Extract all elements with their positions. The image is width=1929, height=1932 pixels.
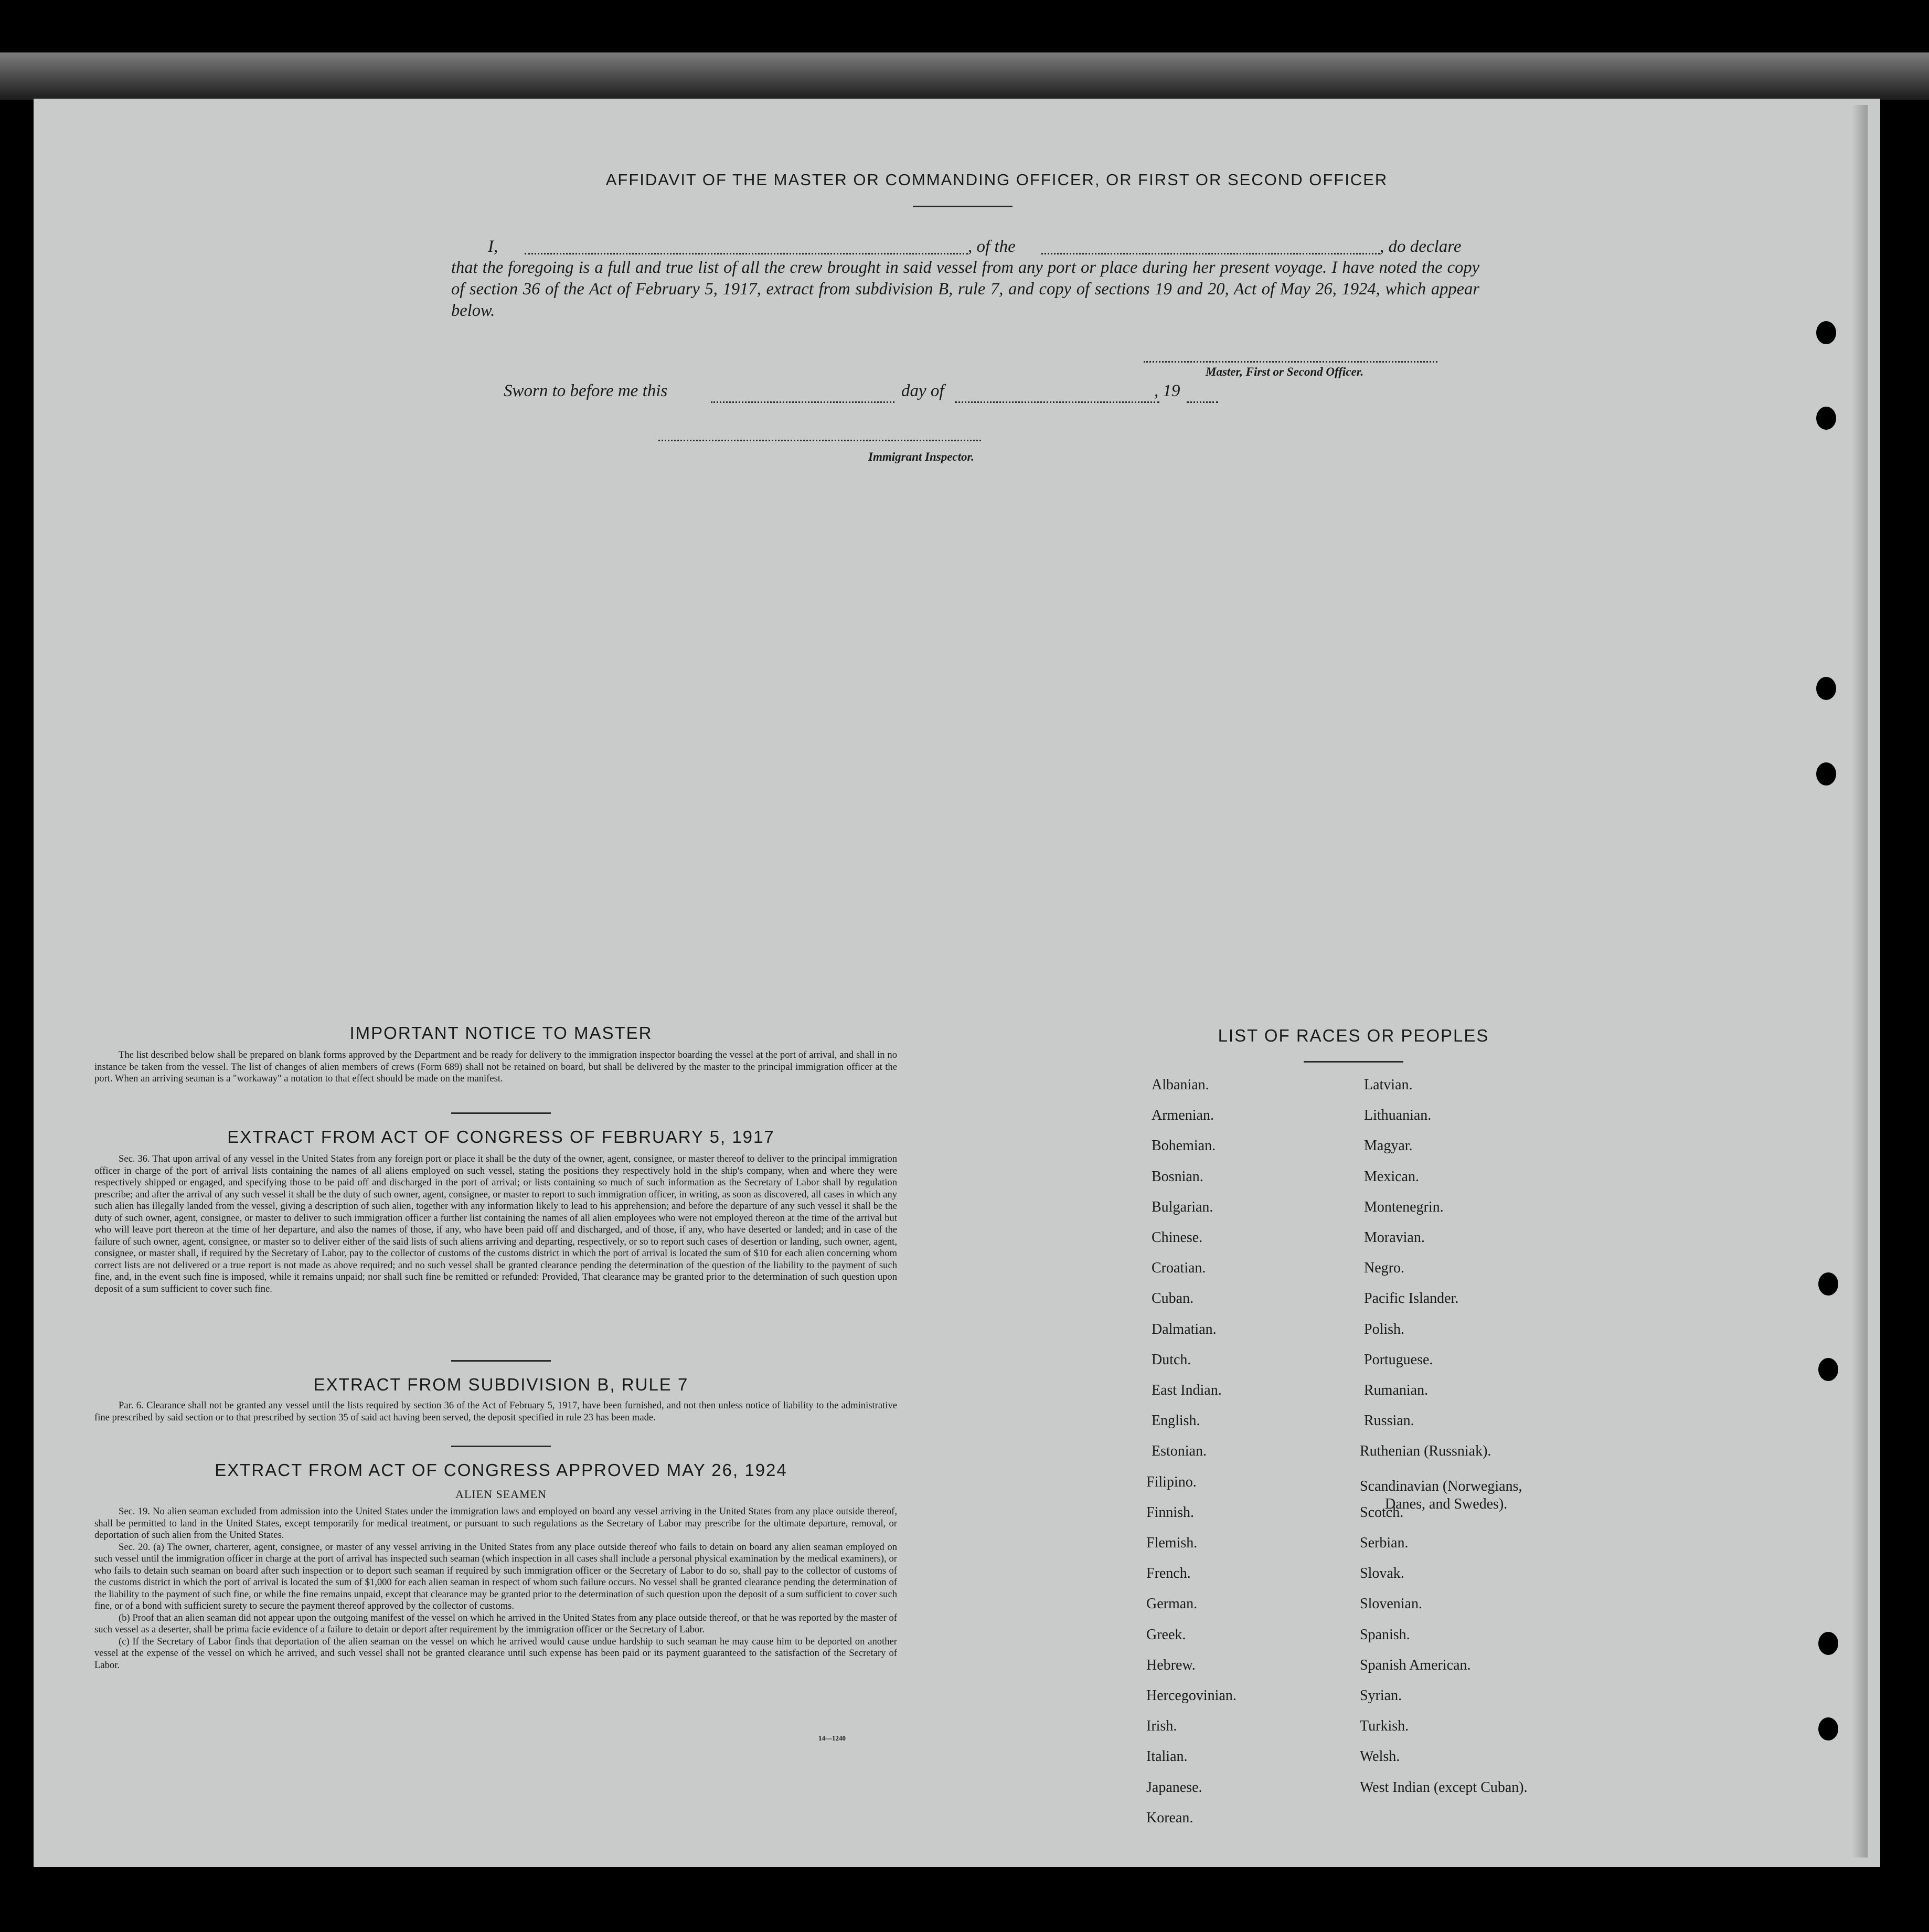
inspector-signature-line[interactable] xyxy=(658,440,981,441)
extract-1917-paragraph: Sec. 36. That upon arrival of any vessel in the United States from any foreign port or place it shall be the duty of the owner, agent, consignee, or master thereof to deliver to the principal immigration officer in charge of the port of arrival lists containing the names of all aliens employed on such vessel, stating the positions they respectively hold in the ship's company, when and where they were respectively shipped or engaged, and specifying those to be paid off and discharged in the port of arrival; or lists containing so much of such information as the Secretary of Labor shall by regulation prescribe; and after the arrival of any such vessel it shall be the duty of such owner, agent, consignee, or master to report to such immigration officer, in writing, as soon as discovered, all cases in which any such alien has illegally landed from the vessel, giving a description of such alien, together with any information likely to lead to his apprehension; and before the departure of any such vessel it shall be the duty of such owner, agent, consignee, or master to deliver to such immigration officer a further list containing the names of all alien employees who were not employed thereon at the time of the arrival but who will leave port thereon at the time of her departure, and also the names of those, if any, who have been paid off and discharged, and of those, if any, who have deserted or landed; and in case of the failure of such owner, agent, consignee, or master so to deliver either of the said lists of such aliens arriving and departing, respectively, or so to report such cases of desertion or landing, such owner, agent, consignee, or master shall, if required by the Secretary of Labor, pay to the collector of customs of the customs district in which the port of arrival is located the sum of $10 for each alien concerning whom correct lists are not delivered or a true report is not made as above required; and no such vessel shall be granted clearance pending the determination of the question of the liability to the payment of such fine, and, in the event such fine is imposed, while it remains unpaid; nor shall such fine be remitted or refunded: Provided, That clearance may be granted prior to the determination of such question upon deposit of a sum sufficient to cover such fine. xyxy=(94,1153,897,1294)
race-item: Lithuanian. xyxy=(1364,1107,1432,1124)
race-item: Pacific Islander. xyxy=(1364,1290,1459,1307)
race-item: Scotch. xyxy=(1360,1504,1404,1521)
race-item: Spanish American. xyxy=(1360,1657,1471,1673)
master-signature-line[interactable] xyxy=(1144,361,1437,363)
race-item: Scandinavian (Norwegians, xyxy=(1360,1478,1522,1494)
race-item: Korean. xyxy=(1146,1809,1193,1826)
punch-hole xyxy=(1818,1717,1838,1740)
race-item: Croatian. xyxy=(1152,1260,1206,1277)
sworn-day-line[interactable] xyxy=(711,401,894,403)
extract-rule7-title: EXTRACT FROM SUBDIVISION B, RULE 7 xyxy=(313,1375,689,1394)
sworn-label: Sworn to before me this xyxy=(504,381,668,400)
race-item: Dalmatian. xyxy=(1152,1321,1217,1337)
extract-1924-paragraph: Sec. 20. (a) The owner, charterer, agent, consignee, or master of any vessel arriving in the United States from any place outside thereof who fails to detain on board any alien seaman employed on such vessel until the immigration officer in charge at the port of arrival has inspected such seaman (which inspection in all cases shall include a personal physical examination by the medical examiners), or who fails to detain such seaman on board after such inspection or to deport such seaman if required by such immigration officer or the Secretary of Labor to do so, shall pay to the collector of customs of the customs district in which the port of arrival is located the sum of $1,000 for each alien seaman in respect of whom such failure occurs. No vessel shall be granted clearance pending the determination of the liability to the payment of such fine, or while the fine remains unpaid, except that clearance may be granted prior to the determination of such question upon the deposit of a sum sufficient to cover such fine, or of a bond with sufficient surety to secure the payment thereof approved by the collector of customs. xyxy=(94,1541,897,1611)
race-item: Negro. xyxy=(1364,1260,1404,1277)
inspector-caption: Immigrant Inspector. xyxy=(868,450,974,463)
day-of-label: day of xyxy=(901,381,944,400)
section-divider xyxy=(451,1112,551,1114)
race-item: Serbian. xyxy=(1360,1535,1409,1551)
race-item: Slovenian. xyxy=(1360,1596,1422,1612)
race-item: Welsh. xyxy=(1360,1748,1400,1765)
sworn-year-line[interactable] xyxy=(1187,401,1218,403)
race-item: Hercegovinian. xyxy=(1146,1687,1237,1704)
race-item: Filipino. xyxy=(1146,1473,1197,1490)
races-title: LIST OF RACES OR PEOPLES xyxy=(1218,1026,1489,1045)
race-item: Irish. xyxy=(1146,1718,1177,1735)
race-item: Estonian. xyxy=(1152,1443,1207,1460)
punch-hole xyxy=(1818,1358,1838,1381)
race-item: Mexican. xyxy=(1364,1168,1419,1185)
race-item: Rumanian. xyxy=(1364,1382,1429,1398)
race-item: Finnish. xyxy=(1146,1504,1195,1521)
race-item: Magyar. xyxy=(1364,1138,1413,1154)
vessel-name-line[interactable] xyxy=(1041,253,1380,254)
race-item: Moravian. xyxy=(1364,1229,1425,1246)
race-item: West Indian (except Cuban). xyxy=(1360,1779,1528,1796)
race-item: Hebrew. xyxy=(1146,1657,1196,1673)
race-item: Portuguese. xyxy=(1364,1351,1433,1368)
race-item: Polish. xyxy=(1364,1321,1405,1337)
extract-1924-subtitle: ALIEN SEAMEN xyxy=(455,1488,547,1501)
extract-1924-paragraph: (c) If the Secretary of Labor finds that deportation of the alien seaman on the vessel on which he arrived would cause undue hardship to such seaman he may cause him to be deported on another vessel at the expense of the vessel on which he arrived, and such vessel shall not be granted clearance until such expense has been paid or its payment guaranteed to the satisfaction of the Secretary of Labor. xyxy=(94,1636,897,1671)
section-divider xyxy=(451,1360,551,1362)
officer-name-line[interactable] xyxy=(525,253,968,254)
extract-1924-paragraph: (b) Proof that an alien seaman did not appear upon the outgoing manifest of the vessel on which he arrived in the United States from any place outside thereof, or that he was reported by the master of such vessel as a deserter, shall be prima facie evidence of a failure to detain or deport after requirement by the immigration officer or the Secretary of Labor. xyxy=(94,1612,897,1635)
section-divider xyxy=(451,1446,551,1447)
race-item: Greek. xyxy=(1146,1626,1186,1643)
race-item: East Indian. xyxy=(1152,1382,1222,1398)
race-item: Turkish. xyxy=(1360,1718,1409,1735)
notice-paragraph: The list described below shall be prepared on blank forms approved by the Department and be ready for delivery to the immigration inspector boarding the vessel at the port of arrival, and shall in no instance be taken from the vessel. The list of changes of alien members of crews (Form 689) shall not be retained on board, but shall be delivered by the master to the principal immigration officer at the port. When an arriving seaman is a "workaway" a notation to that effect should be made on the manifest. xyxy=(94,1049,897,1084)
title-divider xyxy=(913,206,1013,207)
punch-hole xyxy=(1816,321,1836,344)
extract-rule7-text xyxy=(94,1400,897,1424)
race-item: Italian. xyxy=(1146,1748,1188,1765)
punch-hole xyxy=(1816,762,1836,785)
race-item: German. xyxy=(1146,1596,1198,1612)
race-item: Bohemian. xyxy=(1152,1138,1216,1154)
race-item: English. xyxy=(1152,1413,1200,1429)
punch-hole xyxy=(1818,1272,1838,1296)
form-number: 14—1240 xyxy=(818,1734,846,1742)
race-item: Montenegrin. xyxy=(1364,1198,1444,1215)
race-item: Ruthenian (Russniak). xyxy=(1360,1443,1491,1460)
affidavit-of-the-label: , of the xyxy=(968,237,1016,256)
race-item: Spanish. xyxy=(1360,1626,1410,1643)
affidavit-do-declare-label: , do declare xyxy=(1380,237,1462,256)
master-caption: Master, First or Second Officer. xyxy=(1206,365,1364,378)
punch-hole xyxy=(1816,407,1836,430)
extract-rule7-paragraph: Par. 6. Clearance shall not be granted any vessel until the lists required by section 36 of the Act of February 5, 1917, have been furnished, and not then unless notice of liability to the administrative fine prescribed by said section or to that prescribed by section 35 of said act having been served, the deposit specified in rule 23 has been made. xyxy=(94,1400,897,1423)
race-item: Bulgarian. xyxy=(1152,1198,1213,1215)
affidavit-i-label: I, xyxy=(488,237,498,256)
extract-1917-title: EXTRACT FROM ACT OF CONGRESS OF FEBRUARY 5, 1917 xyxy=(227,1127,775,1147)
notice-text xyxy=(94,1049,897,1085)
film-strip xyxy=(0,52,1929,100)
sworn-month-line[interactable] xyxy=(955,401,1159,403)
race-item: Cuban. xyxy=(1152,1290,1194,1307)
extract-1924-paragraph: Sec. 19. No alien seaman excluded from admission into the United States under the immigration laws and employed on board any vessel arriving in the United States from any place outside thereof, shall be permitted to land in the United States, except temporarily for medical treatment, or pursuant to such regulations as the Secretary of Labor may prescribe for the ultimate departure, removal, or deportation of such alien from the United States. xyxy=(94,1506,897,1541)
race-item: Chinese. xyxy=(1152,1229,1203,1246)
race-item: Latvian. xyxy=(1364,1077,1413,1093)
race-item: Slovak. xyxy=(1360,1565,1404,1582)
race-item: Danes, and Swedes). xyxy=(1385,1495,1508,1512)
affidavit-title: AFFIDAVIT OF THE MASTER OR COMMANDING OFFICER, OR FIRST OR SECOND OFFICER xyxy=(605,171,1388,189)
extract-1917-text xyxy=(94,1153,897,1295)
race-item: Bosnian. xyxy=(1152,1168,1203,1185)
race-item: French. xyxy=(1146,1565,1191,1582)
affidavit-declaration: that the foregoing is a full and true list of all the crew brought in said vessel from any port or place during her present voyage. I have noted the copy of section 36 of the Act of February 5, 1917, extract from subdivision B, rule 7, and copy of sections 19 and 20, Act of May 26, 1924, which appear below. xyxy=(451,258,1479,320)
punch-hole xyxy=(1816,677,1836,700)
race-item: Russian. xyxy=(1364,1413,1414,1429)
race-item: Syrian. xyxy=(1360,1687,1402,1704)
race-item: Flemish. xyxy=(1146,1535,1198,1551)
extract-1924-text xyxy=(94,1506,897,1671)
race-item: Armenian. xyxy=(1152,1107,1214,1124)
page-edge xyxy=(1852,105,1868,1857)
notice-title: IMPORTANT NOTICE TO MASTER xyxy=(349,1023,653,1043)
race-item: Albanian. xyxy=(1152,1077,1209,1093)
race-item: Dutch. xyxy=(1152,1351,1191,1368)
punch-hole xyxy=(1818,1632,1838,1655)
extract-1924-title: EXTRACT FROM ACT OF CONGRESS APPROVED MAY 26, 1924 xyxy=(215,1460,787,1480)
races-divider xyxy=(1304,1061,1403,1063)
year-label: , 19 xyxy=(1154,381,1180,400)
race-item: Japanese. xyxy=(1146,1779,1202,1796)
